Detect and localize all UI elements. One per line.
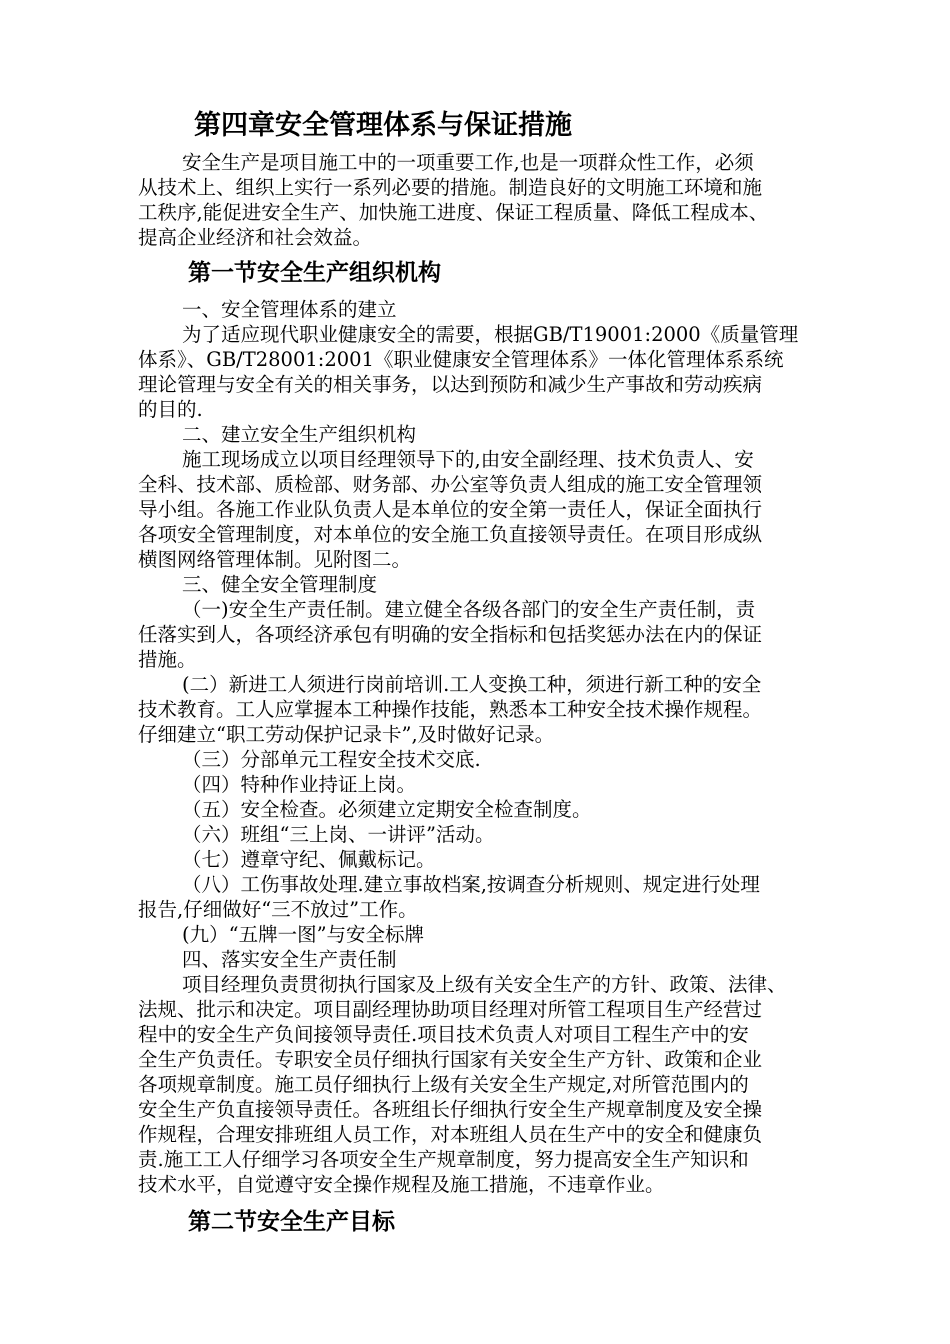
body-line: 理论管理与安全有关的相关事务，以达到预防和减少生产事故和劳动疾病 xyxy=(138,373,763,396)
body-line: 程中的安全生产负间接领导责任.项目技术负责人对项目工程生产中的安 xyxy=(138,1023,749,1046)
list-item: (九）“五牌一图”与安全标牌 xyxy=(182,923,425,946)
list-item: （四）特种作业持证上岗。 xyxy=(182,773,417,796)
intro-line: 提高企业经济和社会效益。 xyxy=(138,226,373,249)
list-item: （三）分部单元工程安全技术交底. xyxy=(182,748,481,771)
body-line: 仔细建立“职工劳动保护记录卡”,及时做好记录。 xyxy=(138,723,555,746)
section-title: 第一节安全生产组织机构 xyxy=(188,260,441,286)
body-line: 任落实到人，各项经济承包有明确的安全指标和包括奖惩办法在内的保证 xyxy=(138,623,763,646)
list-item: （六）班组“三上岗、一讲评”活动。 xyxy=(182,823,495,846)
body-line: 施工现场成立以项目经理领导下的,由安全副经理、技术负责人、安 xyxy=(182,448,754,471)
body-line: 全生产负责任。专职安全员仔细执行国家有关安全生产方针、政策和企业 xyxy=(138,1048,763,1071)
list-item: （八）工伤事故处理.建立事故档案,按调查分析规则、规定进行处理 xyxy=(182,873,760,896)
body-line: 各项规章制度。施工员仔细执行上级有关安全生产规定,对所管范围内的 xyxy=(138,1073,749,1096)
list-item: （七）遵章守纪、佩戴标记。 xyxy=(182,848,436,871)
body-line: 技术水平，自觉遵守安全操作规程及施工措施，不违章作业。 xyxy=(138,1173,665,1196)
body-line: 报告,仔细做好“三不放过”工作。 xyxy=(138,898,418,921)
body-line: 项目经理负责贯彻执行国家及上级有关安全生产的方针、政策、法律、 xyxy=(182,973,787,996)
subheading: 四、落实安全生产责任制 xyxy=(182,948,397,971)
body-line: (二）新进工人须进行岗前培训.工人变换工种，须进行新工种的安全 xyxy=(182,673,762,696)
body-line: 横图网络管理体制。见附图二。 xyxy=(138,548,412,571)
subheading: 一、安全管理体系的建立 xyxy=(182,298,397,321)
body-line: 作规程，合理安排班组人员工作，对本班组人员在生产中的安全和健康负 xyxy=(138,1123,763,1146)
intro-line: 工秩序,能促进安全生产、加快施工进度、保证工程质量、降低工程成本、 xyxy=(138,201,769,224)
intro-line: 从技术上、组织上实行一系列必要的措施。制造良好的文明施工环境和施 xyxy=(138,176,763,199)
body-line: 的目的. xyxy=(138,398,203,421)
list-item: （五）安全检查。必须建立定期安全检查制度。 xyxy=(182,798,592,821)
body-line: 责.施工工人仔细学习各项安全生产规章制度，努力提高安全生产知识和 xyxy=(138,1148,749,1171)
body-line: 安全生产负直接领导责任。各班组长仔细执行安全生产规章制度及安全操 xyxy=(138,1098,763,1121)
subheading: 三、健全安全管理制度 xyxy=(182,573,378,596)
body-line: 全科、技术部、质检部、财务部、办公室等负责人组成的施工安全管理领 xyxy=(138,473,763,496)
body-line: 技术教育。工人应掌握本工种操作技能，熟悉本工种安全技术操作规程。 xyxy=(138,698,763,721)
body-line: 措施。 xyxy=(138,648,197,671)
body-line: 法规、批示和决定。项目副经理协助项目经理对所管工程项目生产经营过 xyxy=(138,998,763,1021)
subheading: 二、建立安全生产组织机构 xyxy=(182,423,417,446)
body-line: （一)安全生产责任制。建立健全各级各部门的安全生产责任制，责 xyxy=(182,598,756,621)
chapter-title: 第四章安全管理体系与保证措施 xyxy=(194,110,572,141)
intro-line: 安全生产是项目施工中的一项重要工作,也是一项群众性工作，必须 xyxy=(182,151,754,174)
section-title: 第二节安全生产目标 xyxy=(188,1209,395,1235)
body-line: 为了适应现代职业健康安全的需要，根据GB/T19001:2000《质量管理 xyxy=(182,323,799,346)
body-line: 体系》、GB/T28001:2001《职业健康安全管理体系》一体化管理体系系统 xyxy=(138,348,784,371)
body-line: 各项安全管理制度，对本单位的安全施工负直接领导责任。在项目形成纵 xyxy=(138,523,763,546)
body-line: 导小组。各施工作业队负责人是本单位的安全第一责任人，保证全面执行 xyxy=(138,498,763,521)
